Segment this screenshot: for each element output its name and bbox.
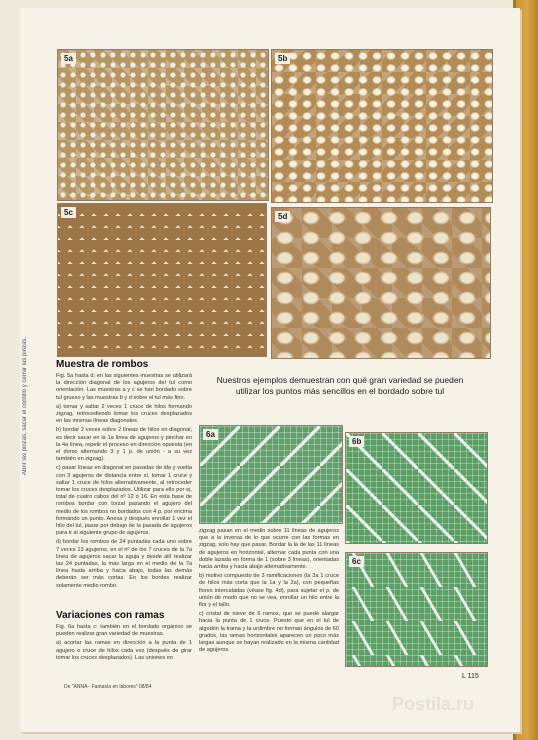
source-footer: De "ANNA - Fantasía en labores" 08/84 [64,684,152,690]
paragraph: c) pasar líneas en diagonal en pasadas de ida y vuelta con 3 agujeros de distancia entre sí, tomar 1 cruce y saltar 1 cruce de hilos alternativamente, al retroceder tomar los cruces desplazados. Utilizar para ello por ej. total de cuatro cabos del nº 12 ó 16. En esta base de rombos bordar con torzal pasando el agujero del medio de los rombos no bordados con 4 p. por encima formando un punto. Anexa y después enrollar 1 vez el hilo del tul, pasar por debajo de la pasada de agujeros para ir al siguiente grupo de agujeros. [56,465,192,537]
photo-label: 5a [61,53,76,64]
photo-6b [345,432,488,544]
photo-label: 6a [203,429,218,440]
paragraph: b) bordar 2 veces sobre 2 líneas de hilos en diagonal, es decir sacar en la 1a línea de agujeros y pinchar en la 4a línea, repetir el proceso en dirección opuesta (en el dorso alternando 3 y 1 p. de unión - a su vez también en zigzag). [56,427,192,463]
section-title-rombos: Muestra de rombos [56,359,149,370]
photo-5c [57,203,267,357]
photo-5b [271,49,493,203]
paragraph: c) cristal de nieve de 6 ramos, que se puede alargar hacia la punta de 1 cruce. Puesto que en el tul de algodón la trama y la urdimbre no forman ángulos de 60 grados, las ramas horizontales aparecen un poco más largas aunque se hayan realizado en la misma cantidad de agujeros. [199,611,339,654]
photo-5a [57,49,269,201]
watermark: Postila.ru [392,694,475,714]
side-note: Abrir las pinzas, sacar el cordillo y cerrar las pinzas. [22,336,28,475]
paragraph: Fig. 5a hasta d: en las siguientes muestras se utilizará la dirección diagonal de los agujeros del tul como orientación. Las muestras a y c se han bordado sobre tul grueso y las muestras b y d sobre el tul más fino. [56,373,192,401]
paragraph: d) bordar los rombos de 24 puntadas cada uno sobre 7 veces 13 agujeros, en el nº de los 7 cruces de la 7a línea de agujeros sacar la aguja y desde allí realizar las 24 puntadas, la más larga en el medio de la 7a línea hasta arriba y hacia abajo, todas las demás deberán ser más cortas. En los bordes realizar solamente medio rombo. [56,539,192,589]
photo-6c [345,552,488,667]
photo-5d [271,207,491,359]
section-body-ramas [56,624,192,662]
paragraph: b) motivo compuesto de 3 ramificaciones (la 3a 1 cruce de hilos más corta que la 1a y la 2a), con pequeñas flores intercaladas (véase fig. 4d), para sujetar el p. de unión de modo que no se vea, enrollar un hilo entre la flor y el tallo. [199,573,339,609]
column2-body [199,528,339,654]
photo-label: 6b [349,436,364,447]
photo-label: 5c [61,207,76,218]
photo-label: 6c [349,556,364,567]
photo-6a [199,425,343,524]
photo-caption: Nuestros ejemplos demuestran con qué gran variedad se pueden utilizar los puntos más sencillos en el bordado sobre tul [216,375,464,396]
paragraph: a) acortar las ramas en dirección a la punta de 1 agujero o cruce de hilos cada vez (después de girar tomar los cruces desplazados). Las uniones en [56,640,192,661]
page-number: L 115 [462,673,479,680]
photo-label: 5d [275,211,290,222]
section-body-rombos [56,373,192,590]
photo-label: 5b [275,53,290,64]
section-title-ramas: Variaciones con ramas [56,610,165,621]
paragraph: Fig. 6a hasta c: también en el bordado orgánico se pueden realizar gran variedad de muestras. [56,624,192,638]
paragraph: zigzag pasan en el medio sobre 11 líneas de agujeros que a la inversa de lo que ocurre con las formas en zigzag, solo hay que pasar. Bordar la la de las 11 líneas de agujeros en horizontal, alternar cada punta con una doble lazada en forma de 1 (sobre 3 líneas), orientadas hacia arriba y hacia abajo alternativamente. [199,528,339,571]
paragraph: a) tomar y saltar 2 veces 1 cruce de hilos formando zigzag, retrocediendo tomar los cruces desplazados en las mismas líneas diagonales. [56,403,192,425]
